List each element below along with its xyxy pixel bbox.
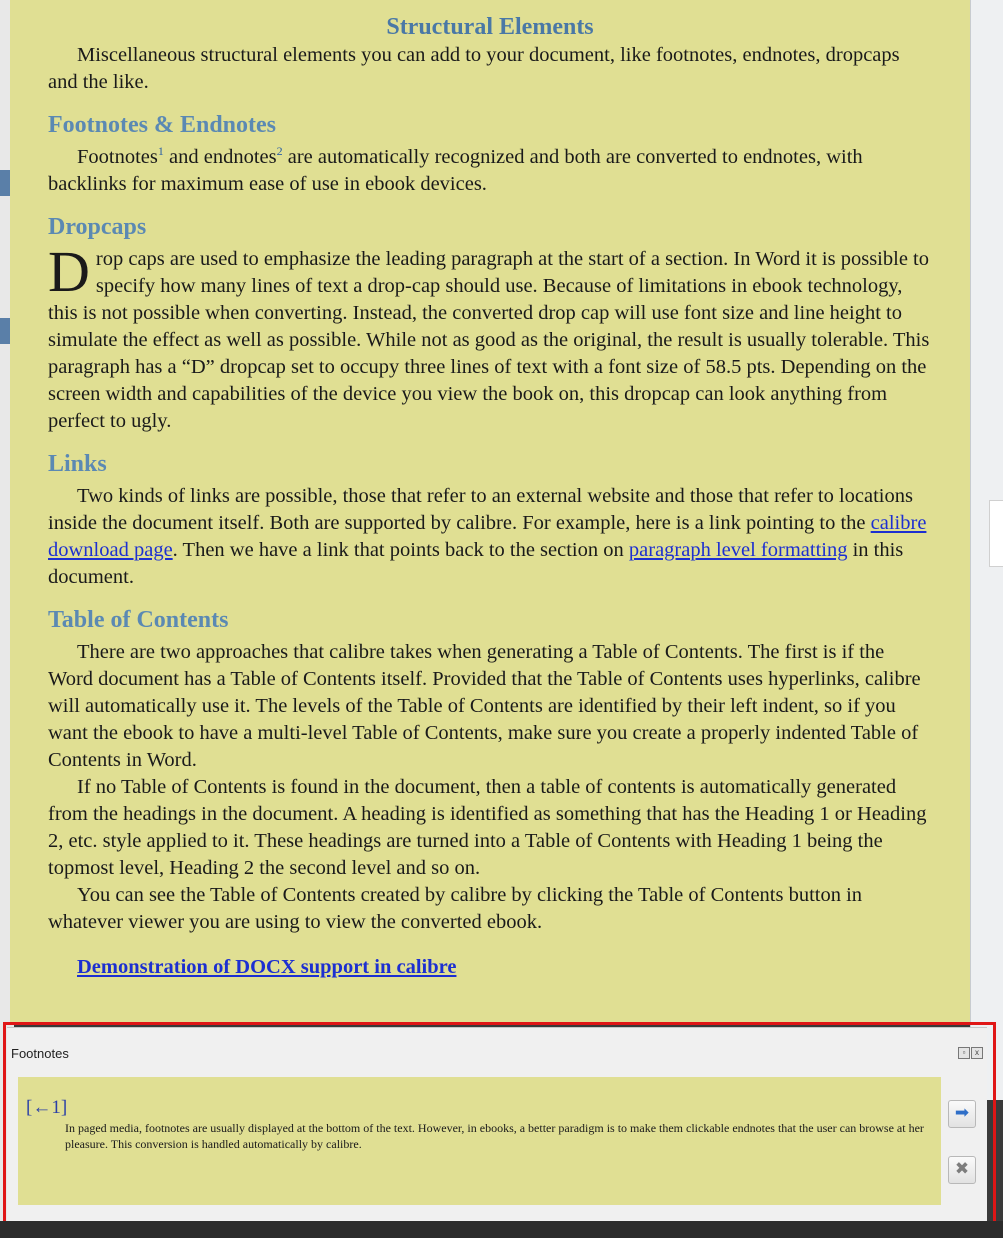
background-marker (0, 170, 10, 196)
footnotes-heading: Footnotes & Endnotes (48, 112, 277, 138)
ebook-viewer-page[interactable] (10, 0, 970, 1025)
text-span: rop caps are used to emphasize the leading paragraph at the start of a section. In Word it is possible to specify how many lines of text a drop-cap should use. Because of limitations in ebook technology, this is not possible when converting. Instead, the converted drop cap will use font size and line height to simulate the effect as well as possible. While not as good as the original, the result is usually tolerable. This paragraph has a “D” dropcap set to occupy three lines of text with a font size of 58.5 pts. Depending on the screen width and capabilities of the device you view the book on, this dropcap can look anything from perfect to ugly. (48, 248, 930, 432)
footnote-backlink[interactable]: [←1] (26, 1097, 68, 1118)
demo-link-paragraph (48, 954, 932, 981)
dropcaps-heading: Dropcaps (48, 214, 147, 240)
toc-paragraph-1: There are two approaches that calibre takes when generating a Table of Contents. The first is if the Word document has a Table of Contents itself. Provided that the Table of Contents uses hyperlinks, calibre will automatically use it. The levels of the Table of Contents are identified by their left indent, so if you want the ebook to have a multi-level Table of Contents, make sure you create a properly indented Table of Contents in Word. (48, 641, 921, 771)
footnotes-dock-title: Footnotes (11, 1046, 69, 1061)
text-span: and endnotes (163, 146, 277, 168)
paragraph-formatting-link[interactable]: paragraph level formatting (628, 539, 848, 561)
background-window-right (970, 0, 1003, 1100)
endnote-ref-2[interactable]: 2 (276, 144, 283, 158)
dropcap-letter: D (48, 239, 90, 304)
docx-demo-link[interactable]: Demonstration of DOCX support in calibre (77, 956, 457, 978)
text-span: in this document. (48, 539, 904, 588)
intro-paragraph: Miscellaneous structural elements you can add to your document, like footnotes, endnotes, dropcaps and the like. (48, 44, 900, 93)
calibre-download-link[interactable]: calibre download page (48, 512, 927, 561)
section-title: Structural Elements (386, 14, 594, 40)
arrow-right-icon: ➡ (954, 1103, 970, 1123)
dropcaps-paragraph (48, 239, 932, 435)
close-x-icon: ✖ (954, 1159, 970, 1179)
toc-paragraph-2: If no Table of Contents is found in the document, then a table of contents is automatically generated from the headings in the document. A heading is identified as something that has the Heading 1 or Heading 2, etc. style applied to it. These headings are turned into a Table of Contents with Heading 1 being the topmost level, Heading 2 the second level and so on. (48, 776, 927, 879)
footnote-text: In paged media, footnotes are usually displayed at the bottom of the text. However, in ebooks, a better paradigm is to make them clickable endnotes that the user can browse at her pleasure. This conversion is handled automatically by calibre. (65, 1121, 924, 1151)
footnote-ref-1[interactable]: 1 (157, 144, 164, 158)
text-span: Two kinds of links are possible, those that refer to an external website and those that refer to locations inside the document itself. Both are supported by calibre. For example, here is a link pointing to the (48, 485, 913, 534)
document-content (10, 0, 970, 981)
text-span: are automatically recognized and both are converted to endnotes, with backlinks for maximum ease of use in ebook devices. (48, 146, 863, 195)
text-span: . Then we have a link that points back to the section on (172, 539, 629, 561)
background-pane (989, 500, 1003, 567)
float-icon[interactable]: ▫ (958, 1047, 970, 1059)
background-marker (0, 318, 10, 344)
text-span: Footnotes (77, 146, 158, 168)
footnotes-paragraph (48, 144, 932, 198)
links-paragraph (48, 483, 932, 591)
links-heading: Links (48, 451, 107, 477)
toc-heading: Table of Contents (48, 607, 229, 633)
toc-paragraph-3: You can see the Table of Contents created by calibre by clicking the Table of Contents button in whatever viewer you are using to view the converted ebook. (48, 884, 863, 933)
background-bottom-strip (0, 1221, 1003, 1238)
close-icon[interactable]: x (971, 1047, 983, 1059)
highlight-outline (3, 1022, 996, 1226)
